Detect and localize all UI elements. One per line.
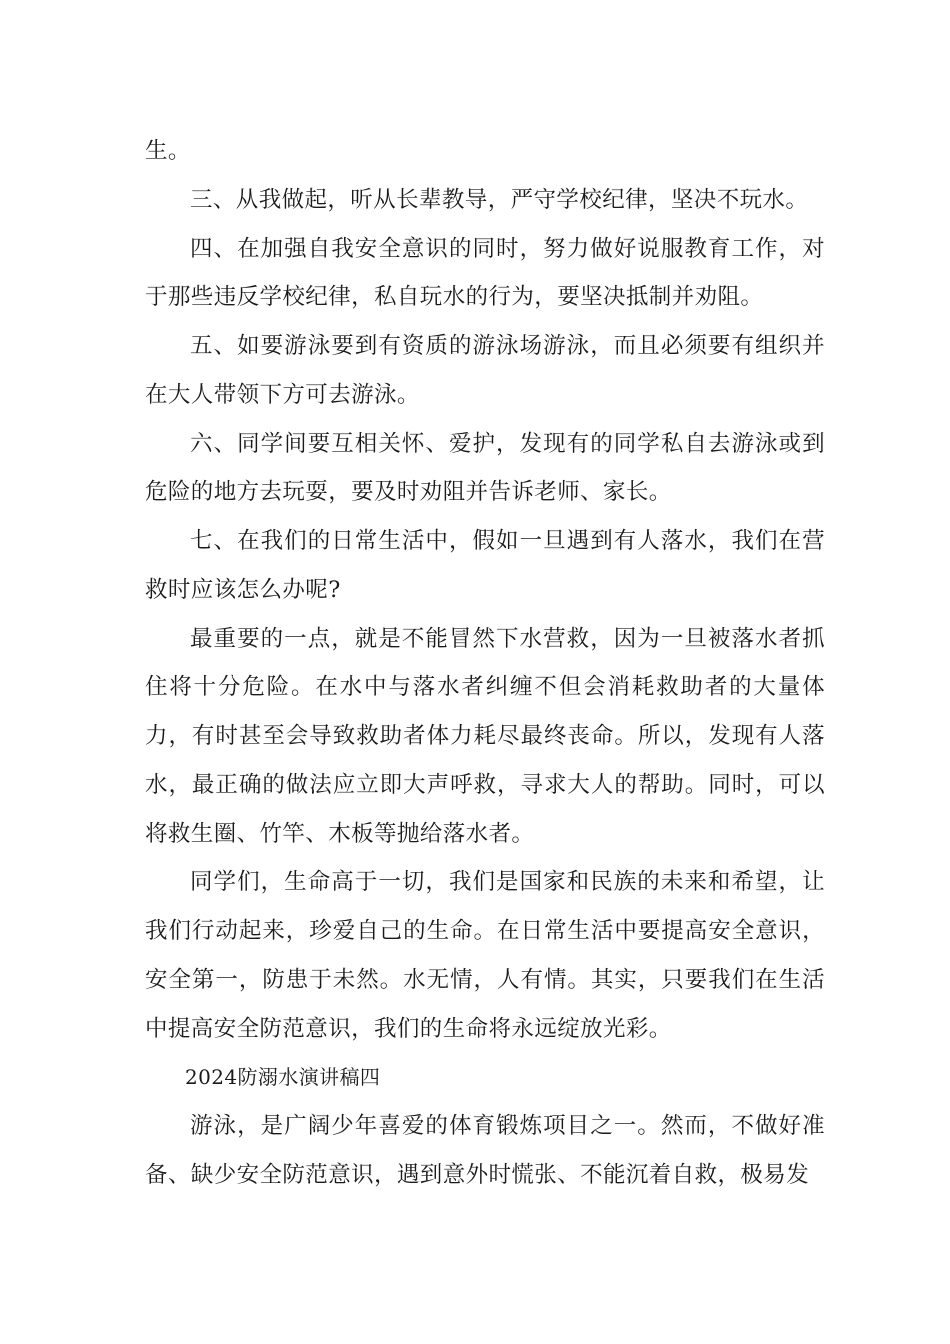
paragraph-item-3: 三、从我做起，听从长辈教导，严守学校纪律，坚决不玩水。 [190,186,809,213]
paragraph-continuation: 生。 [145,138,191,164]
paragraph-item-6: 六、同学间要互相关怀、爱护，发现有的同学私自去游泳或到危险的地方去玩耍，要及时劝阻并告诉老师、家长。 [145,430,825,506]
section-heading: 2024防溺水演讲稿四 [185,1065,381,1090]
paragraph-rescue-advice: 最重要的一点，就是不能冒然下水营救，因为一旦被落水者抓住将十分危险。在水中与落水者纠缠不但会消耗救助者的大量体力，有时甚至会导致救助者体力耗尽最终丧命。所以，发现有人落水，最正确的做法应立即大声呼救，寻求大人的帮助。同时，可以将救生圈、竹竿、木板等抛给落水者。 [145,625,825,847]
document-body [145,127,825,1200]
paragraph-conclusion: 同学们，生命高于一切，我们是国家和民族的未来和希望，让我们行动起来，珍爱自己的生命。在日常生活中要提高安全意识，安全第一，防患于未然。水无情，人有情。其实，只要我们在生活中提高安全防范意识，我们的生命将永远绽放光彩。 [145,869,825,1042]
paragraph-item-7: 七、在我们的日常生活中，假如一旦遇到有人落水，我们在营救时应该怎么办呢? [145,528,825,603]
paragraph-section-intro: 游泳，是广阔少年喜爱的体育锻炼项目之一。然而，不做好准备、缺少安全防范意识，遇到意外时慌张、不能沉着自救，极易发 [145,1113,825,1188]
paragraph-item-4: 四、在加强自我安全意识的同时，努力做好说服教育工作，对于那些违反学校纪律，私自玩水的行为，要坚决抵制并劝阻。 [145,235,825,311]
paragraph-item-5: 五、如要游泳要到有资质的游泳场游泳，而且必须要有组织并在大人带领下方可去游泳。 [145,333,825,408]
